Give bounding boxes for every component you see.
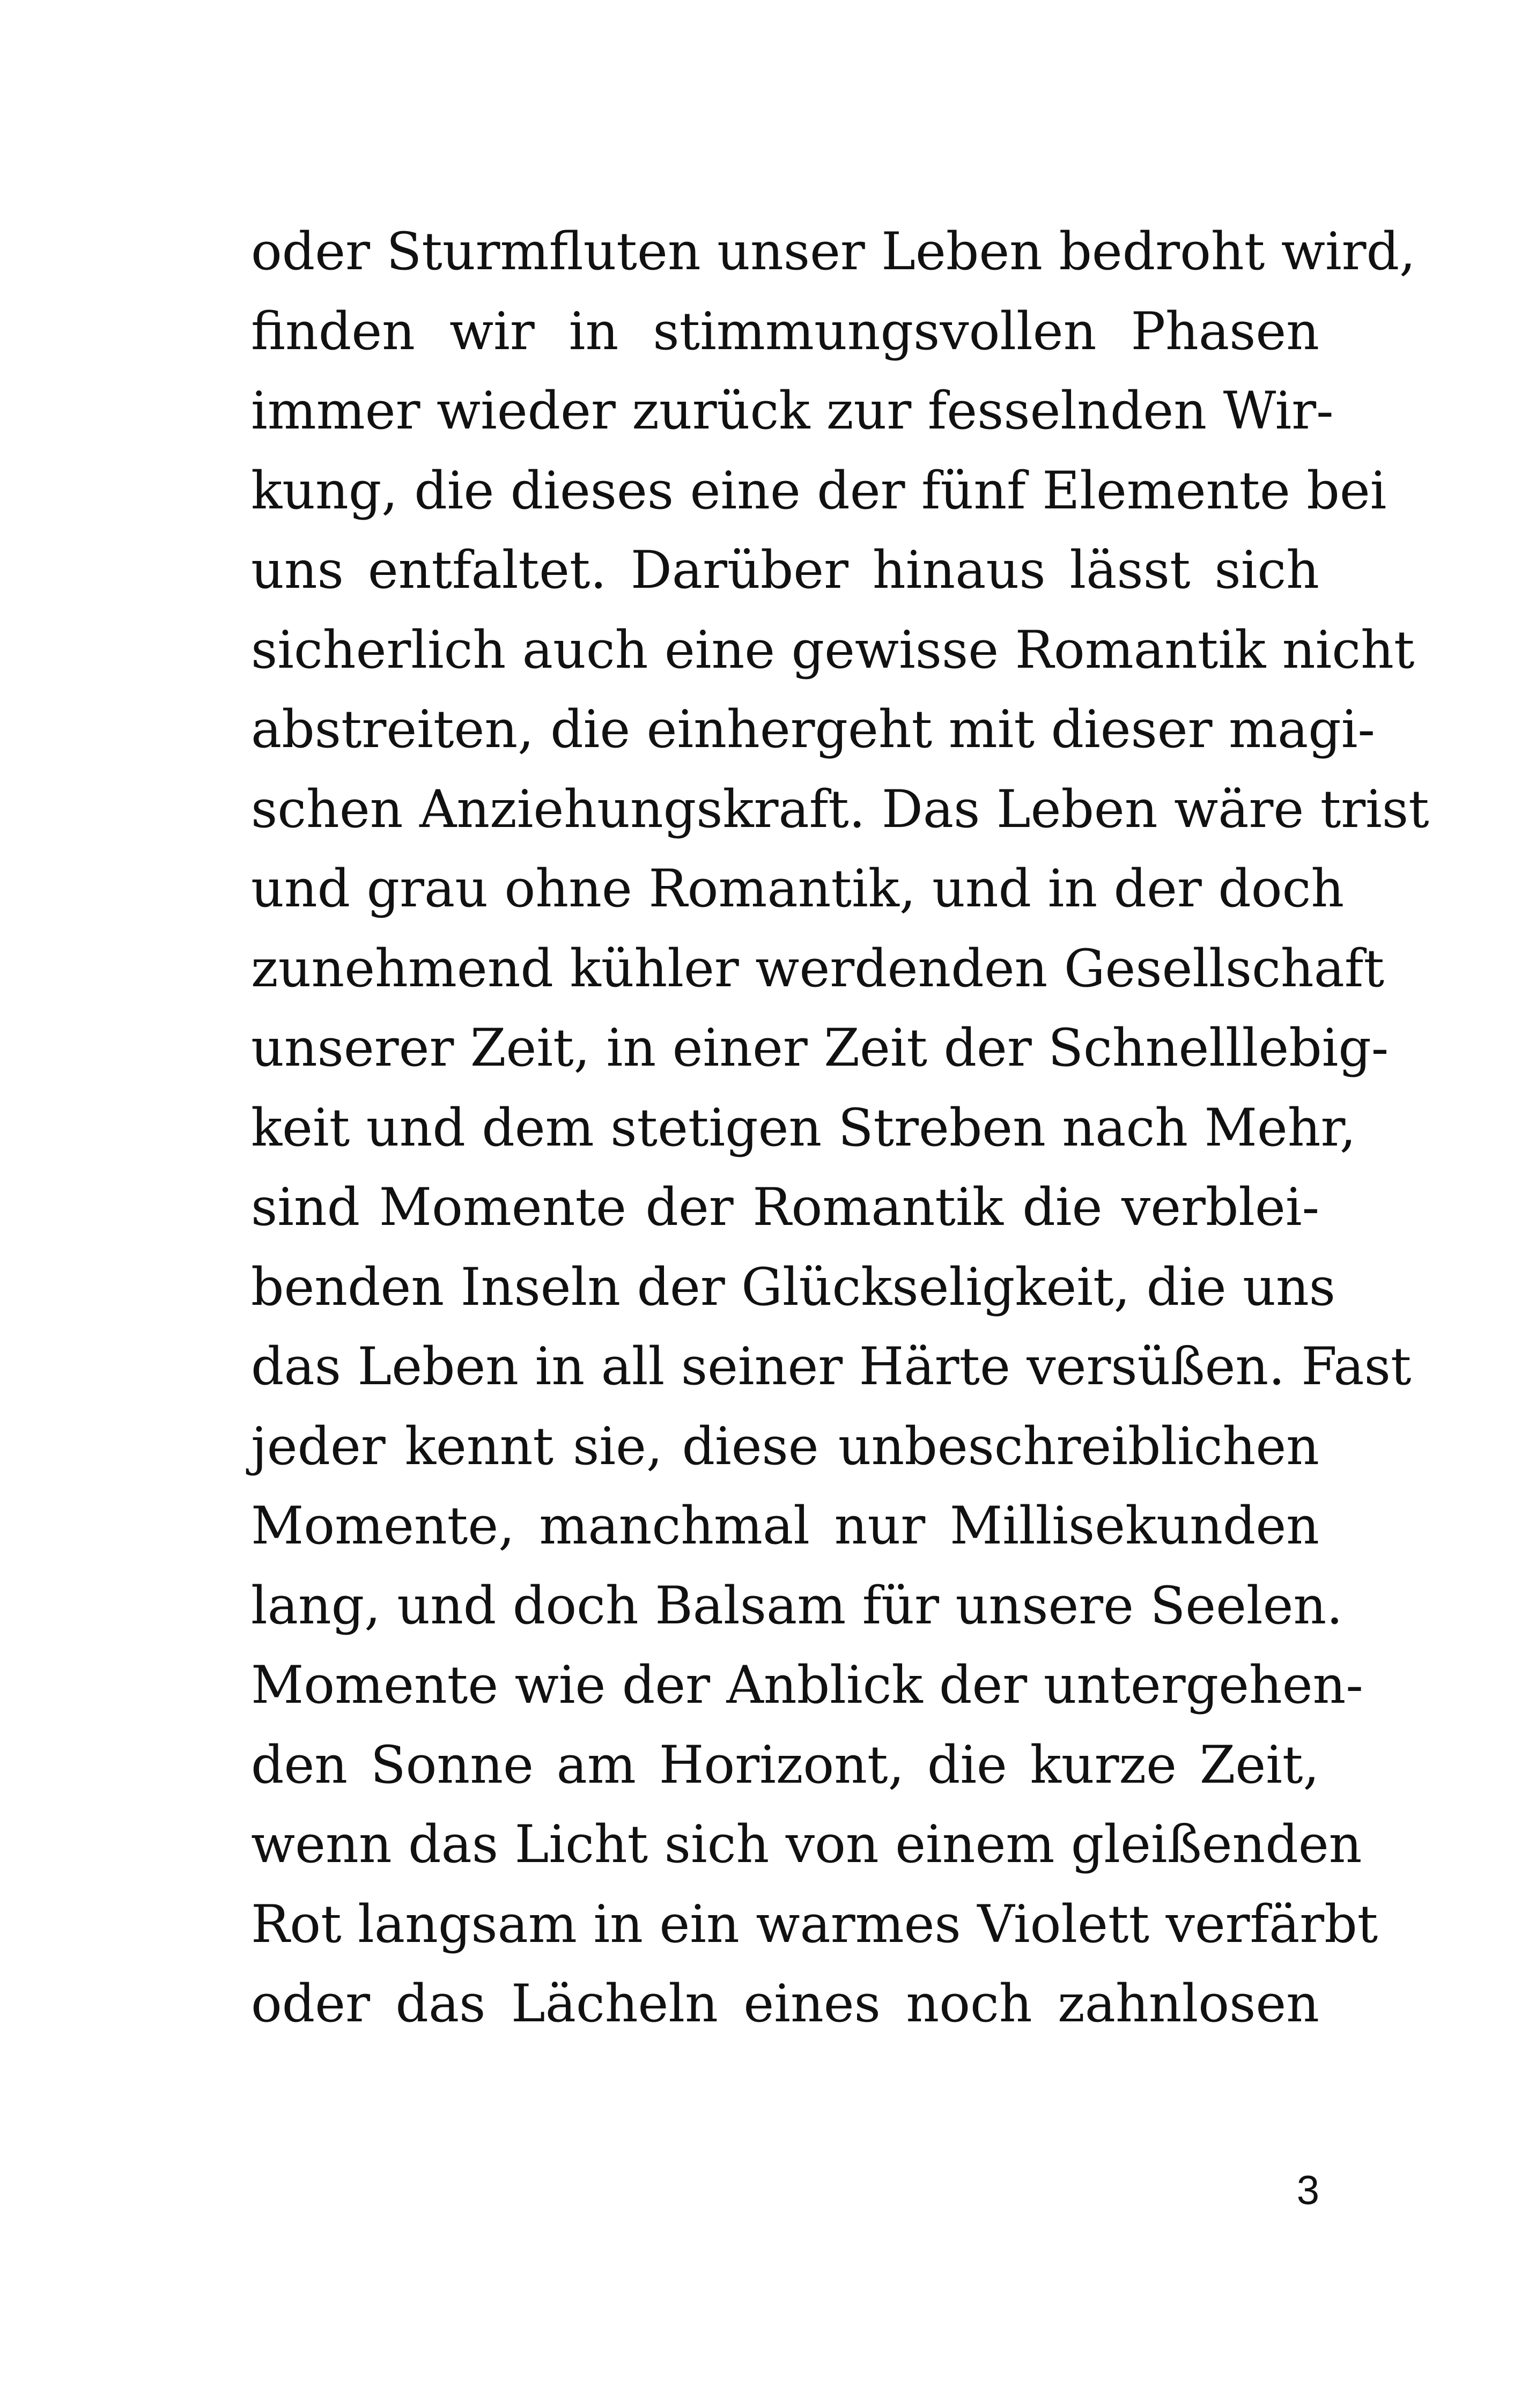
text-line: Momente wie der Anblick der untergehen- [251, 1655, 1363, 1715]
text-line: sind Momente der Romantik die verblei- [251, 1177, 1319, 1237]
text-line: keit und dem stetigen Streben nach Mehr, [251, 1097, 1356, 1158]
page-number: 3 [1296, 2168, 1319, 2213]
text-line: Momente, manchmal nur Millisekunden [251, 1496, 1319, 1556]
text-line: wenn das Licht sich von einem gleißenden [251, 1814, 1362, 1874]
text-line: benden Inseln der Glückseligkeit, die uns [251, 1257, 1336, 1317]
text-line: oder das Lächeln eines noch zahnlosen [251, 1974, 1319, 2034]
text-line: lang, und doch Balsam für unsere Seelen. [251, 1575, 1343, 1636]
text-line: den Sonne am Horizont, die kurze Zeit, [251, 1734, 1319, 1795]
body-text [251, 212, 1429, 2044]
text-line: uns entfaltet. Darüber hinaus lässt sich [251, 540, 1319, 600]
text-line: und grau ohne Romantik, und in der doch [251, 859, 1345, 919]
text-line: jeder kennt sie, diese unbeschreiblichen [251, 1416, 1319, 1476]
text-line: sicherlich auch eine gewisse Romantik nicht [251, 619, 1415, 680]
text-line: kung, die dieses eine der fünf Elemente bei [251, 460, 1387, 521]
text-line: unserer Zeit, in einer Zeit der Schnelllebig- [251, 1018, 1389, 1078]
text-line: immer wieder zurück zur fesselnden Wir- [251, 381, 1334, 441]
text-line: oder Sturmfluten unser Leben bedroht wird, [251, 221, 1416, 282]
text-line: Rot langsam in ein warmes Violett verfärbt [251, 1894, 1378, 1954]
text-line: zunehmend kühler werdenden Gesellschaft [251, 938, 1385, 999]
text-line: das Leben in all seiner Härte versüßen. Fast [251, 1336, 1412, 1397]
text-line: abstreiten, die einhergeht mit dieser magi- [251, 699, 1375, 759]
text-line: schen Anziehungskraft. Das Leben wäre trist [251, 779, 1429, 839]
text-line: finden wir in stimmungsvollen Phasen [251, 301, 1319, 361]
